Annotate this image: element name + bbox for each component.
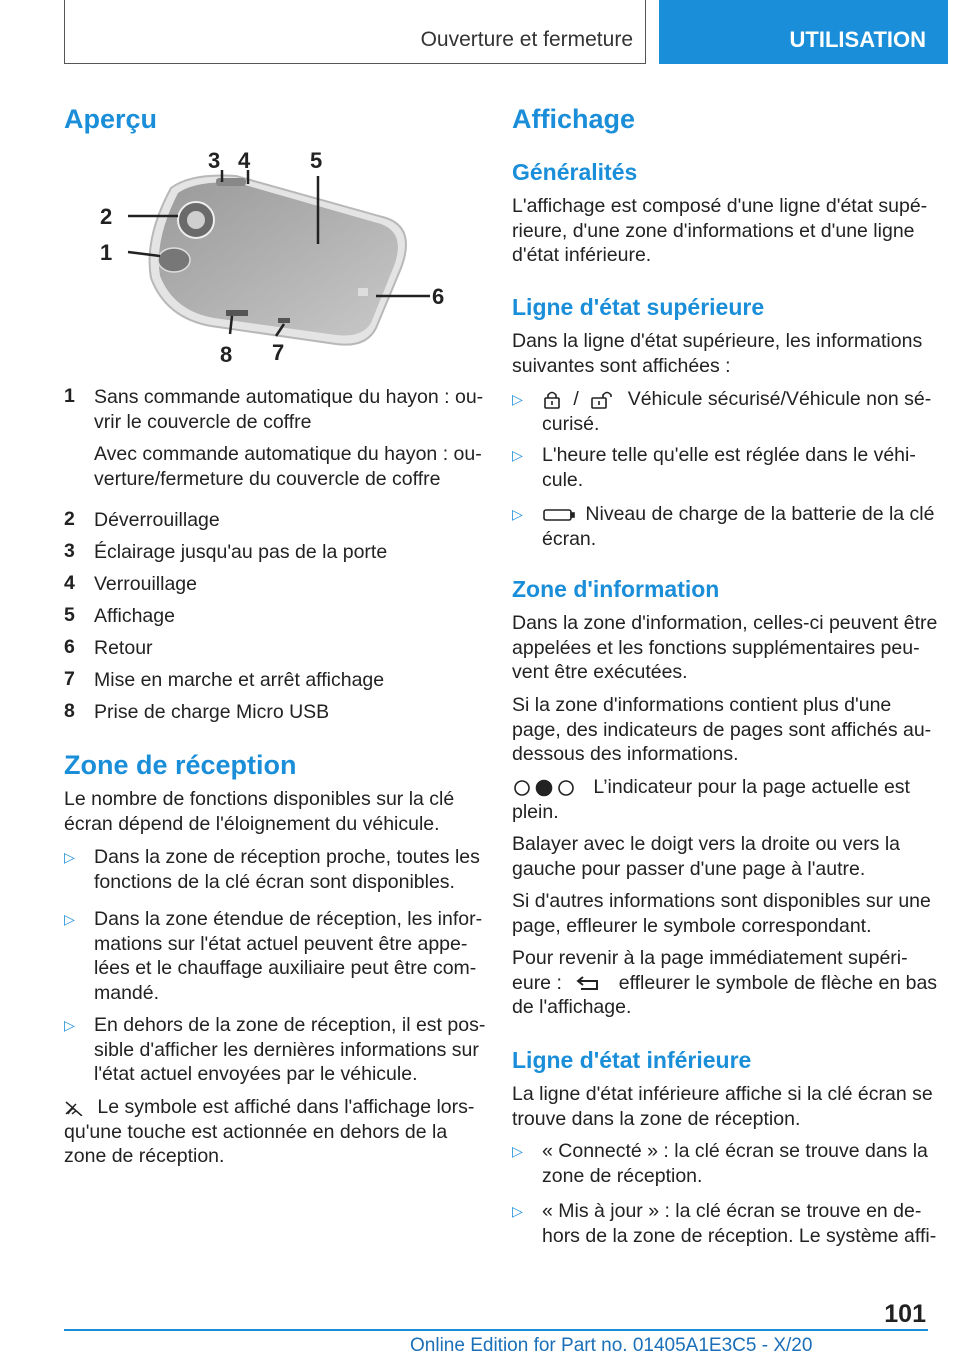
zone-note: Le symbole est affiché dans l'affichage lors- qu'une touche est actionnée en dehors de la zone de réception. [64, 1096, 475, 1167]
info-paragraph-6: Pour revenir à la page immédiatement supéri- eure : effleurer le symbole de flèche en bas de l'affichage. [512, 947, 938, 1018]
ligne-superieure-intro: Dans la ligne d'état supérieure, les informations suivantes sont affichées : [512, 330, 923, 377]
callout-3: 3 [208, 148, 221, 173]
legend-number: 3 [64, 540, 75, 562]
footer-edition: Online Edition for Part no. 01405A1E3C5 - X/20 [410, 1335, 813, 1356]
callout-1: 1 [100, 240, 113, 265]
zone-bullet-1: Dans la zone de réception proche, toutes les fonctions de la clé écran sont disponibles. [94, 846, 480, 893]
legend-number: 1 [64, 385, 75, 407]
apercu-title: Aperçu [64, 104, 158, 134]
display-key-figure [96, 148, 456, 370]
bullet-marker: ▷ [512, 1203, 523, 1219]
legend-text: Affichage [94, 605, 175, 627]
lock-closed-icon [542, 390, 562, 410]
legend-text: Avec commande automatique du hayon : ou- [94, 443, 482, 465]
callout-4: 4 [238, 148, 251, 173]
zone-reception-title: Zone de réception [64, 750, 297, 780]
legend-text: Retour [94, 637, 153, 659]
legend-number: 5 [64, 604, 75, 626]
signal-off-icon [64, 1100, 92, 1116]
page-indicator-icon [512, 778, 578, 798]
bullet-marker: ▷ [512, 506, 523, 522]
ligne-inferieure-title: Ligne d'état inférieure [512, 1047, 752, 1073]
legend-text: Éclairage jusqu'au pas de la porte [94, 541, 388, 563]
header-chapter-box [659, 0, 948, 64]
legend-text: Mise en marche et arrêt affichage [94, 669, 385, 691]
legend-text: Verrouillage [94, 573, 197, 595]
bullet-marker: ▷ [512, 1143, 523, 1159]
lock-open-icon [590, 390, 616, 410]
legend-number: 4 [64, 572, 75, 594]
footer-rule [64, 1329, 864, 1331]
ligne-inferieure-intro: La ligne d'état inférieure affiche si la clé écran se trouve dans la zone de réception. [512, 1083, 933, 1130]
info-paragraph-2: Si la zone d'informations contient plus d'une page, des indicateurs de pages sont affichés au- dessous des informations. [512, 694, 932, 765]
bullet-marker: ▷ [512, 391, 523, 407]
legend-text: Sans commande automatique du hayon : ou- [94, 386, 484, 408]
footer-rule-right [864, 1329, 928, 1331]
zone-bullet-3: En dehors de la zone de réception, il est pos- sible d'afficher les dernières informations sur l'état actuel envoyées par le véhicule. [94, 1014, 486, 1085]
inf-bullet-mis-a-jour: « Mis à jour » : la clé écran se trouve en de- hors de la zone de réception. Le système affi- [542, 1200, 937, 1247]
inf-bullet-connecte: « Connecté » : la clé écran se trouve dans la zone de réception. [542, 1140, 928, 1187]
zone-reception-intro: Le nombre de fonctions disponibles sur la clé écran dépend de l'éloignement du véhicule. [64, 788, 455, 835]
callout-8: 8 [220, 342, 233, 367]
back-arrow-icon [573, 973, 607, 993]
info-paragraph-1: Dans la zone d'information, celles-ci peuvent être appelées et les fonctions supplémentaires peu- vent être exécutées. [512, 612, 938, 683]
sup-bullet-lock: / Véhicule sécurisé/Véhicule non sé- curisé. [542, 388, 932, 435]
generalites-title: Généralités [512, 159, 638, 185]
bullet-marker: ▷ [64, 1017, 75, 1033]
callout-5: 5 [310, 148, 323, 173]
bullet-marker: ▷ [64, 911, 75, 927]
zone-information-title: Zone d'information [512, 576, 720, 602]
legend-number: 6 [64, 636, 75, 658]
bullet-marker: ▷ [64, 849, 75, 865]
legend-text: Déverrouillage [94, 509, 220, 531]
sup-bullet-battery: Niveau de charge de la batterie de la clé écran. [542, 503, 935, 550]
legend-text: vrir le couvercle de coffre [94, 410, 312, 433]
header-chapter-title: UTILISATION [789, 27, 926, 52]
info-paragraph-5: Si d'autres informations sont disponibles sur une page, effleurer le symbole correspondant. [512, 890, 931, 937]
zone-bullet-2: Dans la zone étendue de réception, les infor- mations sur l'état actuel peuvent être appe- lées et le chauffage auxiliaire peut être com- mandé. [94, 908, 483, 1004]
callout-7: 7 [272, 340, 285, 365]
page-number: 101 [884, 1300, 926, 1328]
header-section-box [64, 0, 646, 64]
battery-icon [542, 507, 576, 523]
callout-2: 2 [100, 204, 113, 229]
callout-6: 6 [432, 284, 445, 309]
legend-number: 8 [64, 700, 75, 722]
ligne-superieure-title: Ligne d'état supérieure [512, 294, 765, 320]
legend-number: 7 [64, 668, 75, 690]
legend-number: 2 [64, 508, 75, 530]
header-section-title: Ouverture et fermeture [420, 28, 633, 51]
generalites-text: L'affichage est composé d'une ligne d'état supé- rieure, d'une zone d'informations et d'une ligne d'état inférieure. [512, 195, 928, 266]
info-paragraph-3: L’indicateur pour la page actuelle est plein. [512, 776, 910, 823]
sup-bullet-time: L'heure telle qu'elle est réglée dans le véhi- cule. [542, 444, 916, 491]
info-paragraph-4: Balayer avec le doigt vers la droite ou vers la gauche pour passer d'une page à l'autre. [512, 833, 901, 880]
legend-text: Prise de charge Micro USB [94, 701, 330, 723]
affichage-title: Affichage [512, 104, 636, 134]
legend-text: verture/fermeture du couvercle de coffre [94, 467, 441, 490]
bullet-marker: ▷ [512, 447, 523, 463]
